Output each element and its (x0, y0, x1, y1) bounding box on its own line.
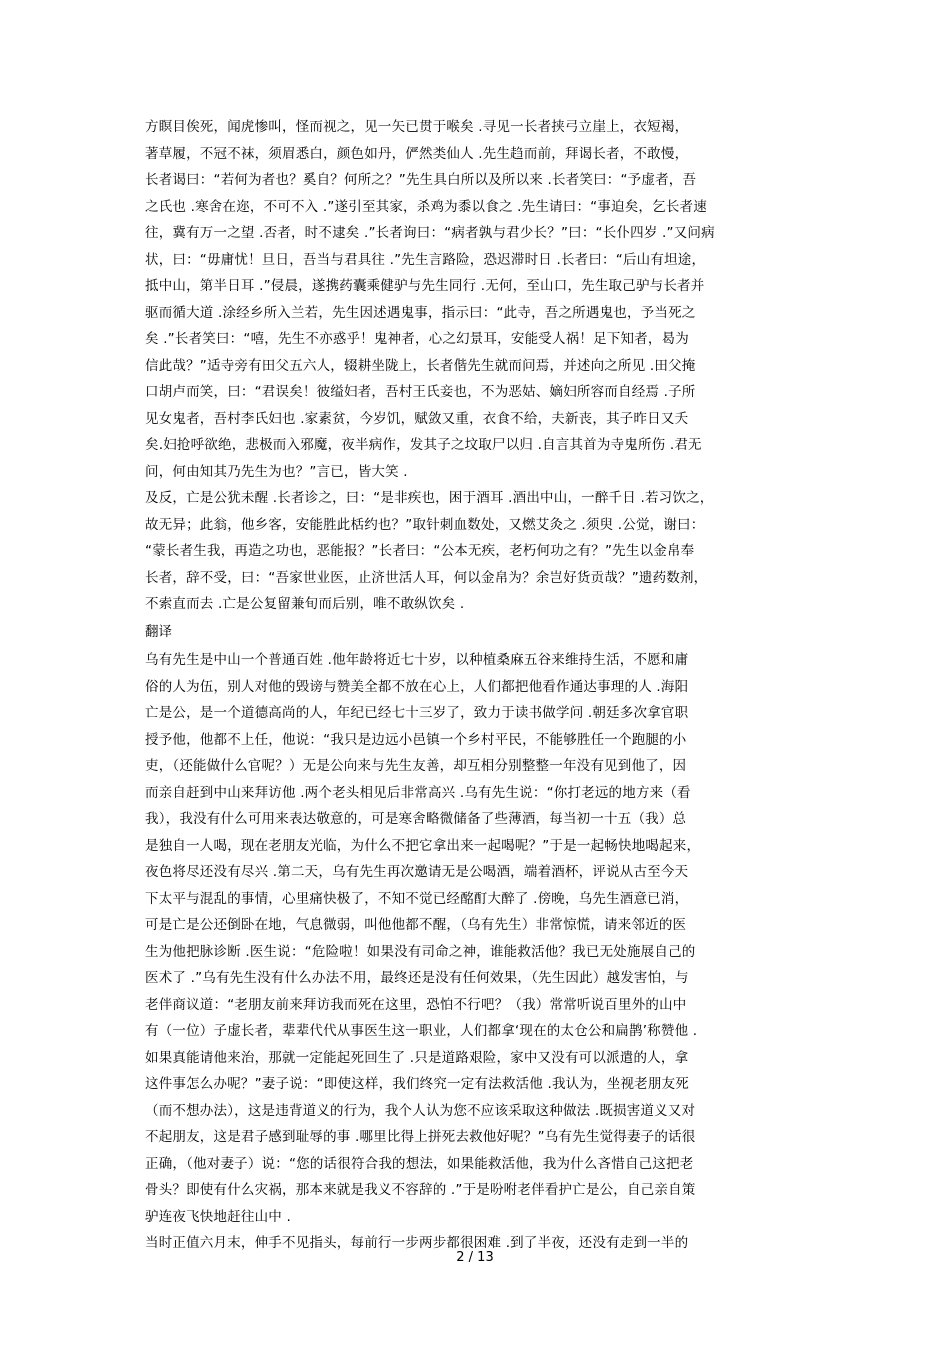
text-line: 方瞑目俟死，闻虎惨叫，怪而视之，见一矢已贯于喉矣 .寻见一长者挟弓立崖上，衣短褐， (145, 119, 689, 135)
text-line: 驴连夜飞快地赶往山中 . (145, 1208, 291, 1225)
text-line: 正确，（他对妻子）说：“您的话很符合我的想法，如果能救活他，我为什么吝惜自己这把老 (145, 1155, 694, 1172)
text-line: （而不想办法），这是违背道义的行为，我个人认为您不应该采取这种做法 .既损害道义又对 (145, 1102, 696, 1119)
translation-block (145, 617, 815, 1257)
text-line: 故无异；此翁，他乡客，安能胜此栝约也？”取针刺血数处，又燃艾灸之 .须臾 .公觉，谢曰： (145, 516, 705, 533)
text-line: 骨头？即使有什么灾祸，那本来就是我义不容辞的 .”于是吩咐老伴看护亡是公，自己亲自策 (145, 1182, 696, 1198)
text-line: 当时正值六月末，伸手不见指头，每前行一步两步都很困难 .到了半夜，还没有走到一半的 (145, 1235, 689, 1251)
text-line: 长者谒曰：“若何为者也？奚自？何所之？”先生具白所以及所以来 .长者笑曰：“予虚者，吾 (145, 172, 697, 188)
text-line: 驱而循大道 .涂经乡所入兰若，先生因述遇鬼事，指示曰：“此寺，吾之所遇鬼也，予当死之 (145, 304, 696, 321)
text-line: “蒙长者生我，再造之功也，恶能报？”长者曰：“公本无疾，老朽何功之有？”先生以金帛奉 (145, 543, 695, 559)
text-line: 不索直而去 .亡是公复留兼旬而后别，唯不敢纵饮矣 . (145, 596, 465, 612)
text-line: 及反，亡是公犹未醒 .长者诊之，曰：“是非疾也，困于酒耳 .酒出中山，一醉千日 .若习饮之， (145, 490, 714, 506)
text-line: 吏，（还能做什么官呢？）无是公向来与先生友善，却互相分别整整一年没有见到他了，因 (145, 758, 687, 774)
text-line: 而亲自赶到中山来拜访他 .两个老头相见后非常高兴 .乌有先生说：“你打老远的地方来（看 (145, 784, 691, 801)
text-line: 口胡卢而笑，曰：“君误矣！彼缢妇者，吾村王氏妾也，不为恶姑、嫡妇所容而自经焉 .子所 (145, 384, 696, 400)
text-line: 乌有先生是中山一个普通百姓 .他年龄将近七十岁，以种植桑麻五谷来维持生活，不愿和庸 (145, 652, 689, 668)
text-line: 状，曰：“毋庸忧！旦日，吾当与君具往 .”先生言路险，恐迟滞时日 .长者曰：“后山有坦途， (145, 251, 706, 268)
text-line: 见女鬼者，吾村李氏妇也 .家素贫，今岁饥，赋敛又重，衣食不给，夫新丧，其子昨日又夭 (145, 410, 689, 427)
text-line: 不起朋友，这是君子感到耻辱的事 .哪里比得上拼死去救他好呢？”乌有先生觉得妻子的话很 (145, 1129, 696, 1145)
text-line: 授予他，他都不上任，他说：“我只是边远小邑镇一个乡村平民，不能够胜任一个跑腿的小 (145, 731, 687, 748)
text-line: 这件事怎么办呢？”妻子说：“即使这样，我们终究一定有法救活他 .我认为，坐视老朋友死 (145, 1076, 689, 1092)
text-line: 问，何由知其乃先生为也？”言已，皆大笑 . (145, 463, 408, 480)
translation-text (145, 647, 815, 1257)
translation-heading: 翻译 (145, 624, 172, 640)
text-line: 有（一位）子虚长者，辈辈代代从事医生这一职业，人们都拿‘现在的太仓公和扁鹊’称赞他 . (145, 1023, 698, 1039)
text-line: 信此哉？”适寺旁有田父五六人，辍耕坐陇上，长者偕先生就而问焉，并述向之所见 .田父掩 (145, 357, 696, 374)
text-line: 是独自一人喝，现在老朋友光临，为什么不把它拿出来一起喝呢？”于是一起畅快地喝起来， (145, 837, 701, 854)
text-line: 夜色将尽还没有尽兴 .第二天，乌有先生再次邀请无是公喝酒，端着酒杯，评说从古至今天 (145, 864, 689, 880)
text-line: 著草履，不冠不袜，须眉悉白，颜色如丹，俨然类仙人 .先生趋而前，拜谒长者，不敢慢， (145, 145, 689, 162)
original-text-block (145, 114, 815, 618)
text-line: 如果真能请他来治，那就一定能起死回生了 .只是道路艰险，家中又没有可以派遣的人，拿 (145, 1049, 689, 1066)
text-line: 生为他把脉诊断 .医生说：“危险啦！如果没有司命之神，谁能救活他？我已无处施展自己的 (145, 943, 696, 960)
text-line: 抵中山，第半日耳 .”侵晨，遂携药囊乘健驴与先生同行 .无何，至山口，先生取己驴与长者并 (145, 278, 705, 294)
text-line: 矣 .”长者笑曰：“嘻，先生不亦惑乎！鬼神者，心之幻景耳，安能受人祸！足下知者，曷为 (145, 331, 689, 347)
text-line: 俗的人为伍，别人对他的毁谤与赞美全都不放在心上，人们都把他看作通达事理的人 .海阳 (145, 678, 689, 695)
text-line: 往，冀有万一之望 .否者，时不逮矣 .”长者询曰：“病者孰与君少长？”曰：“长仆四岁 .”又问病 (145, 225, 715, 241)
text-line: 医术了 .”乌有先生没有什么办法不用，最终还是没有任何效果，（先生因此）越发害怕，与 (145, 970, 689, 986)
page-number: 2 / 13 (456, 1250, 494, 1265)
text-line: 我），我没有什么可用来表达敬意的，可是寒舍略微储备了些薄酒，每当初一十五（我）总 (145, 811, 687, 827)
text-line: 下太平与混乱的事情，心里痛快极了，不知不觉已经酩酊大醉了 .傍晚，乌先生酒意已消， (145, 890, 689, 907)
text-line: 长者，辞不受，曰：“吾家世业医，止济世活人耳，何以金帛为？余岂好货贡哉？”遗药数剂， (145, 569, 708, 586)
text-line: 矣.妇抢呼欲绝，悲极而入邪魔，夜半病作，发其子之坟取尸以归 .自言其首为寺鬼所伤 .君无 (145, 437, 702, 453)
text-line: 亡是公，是一个道德高尚的人，年纪已经七十三岁了，致力于读书做学问 .朝廷多次拿官职 (145, 705, 689, 721)
text-line: 之氏也 .寒舍在迩，不可不入 .”遂引至其家，杀鸡为黍以食之 .先生请曰：“事迫矣，乞长者速 (145, 198, 707, 215)
text-line: 可是亡是公还倒卧在地，气息微弱，叫他他都不醒，（乌有先生）非常惊慌，请来邻近的医 (145, 917, 687, 933)
text-line: 老伴商议道：“老朋友前来拜访我而死在这里，恐怕不行吧？（我）常常听说百里外的山中 (145, 996, 687, 1013)
